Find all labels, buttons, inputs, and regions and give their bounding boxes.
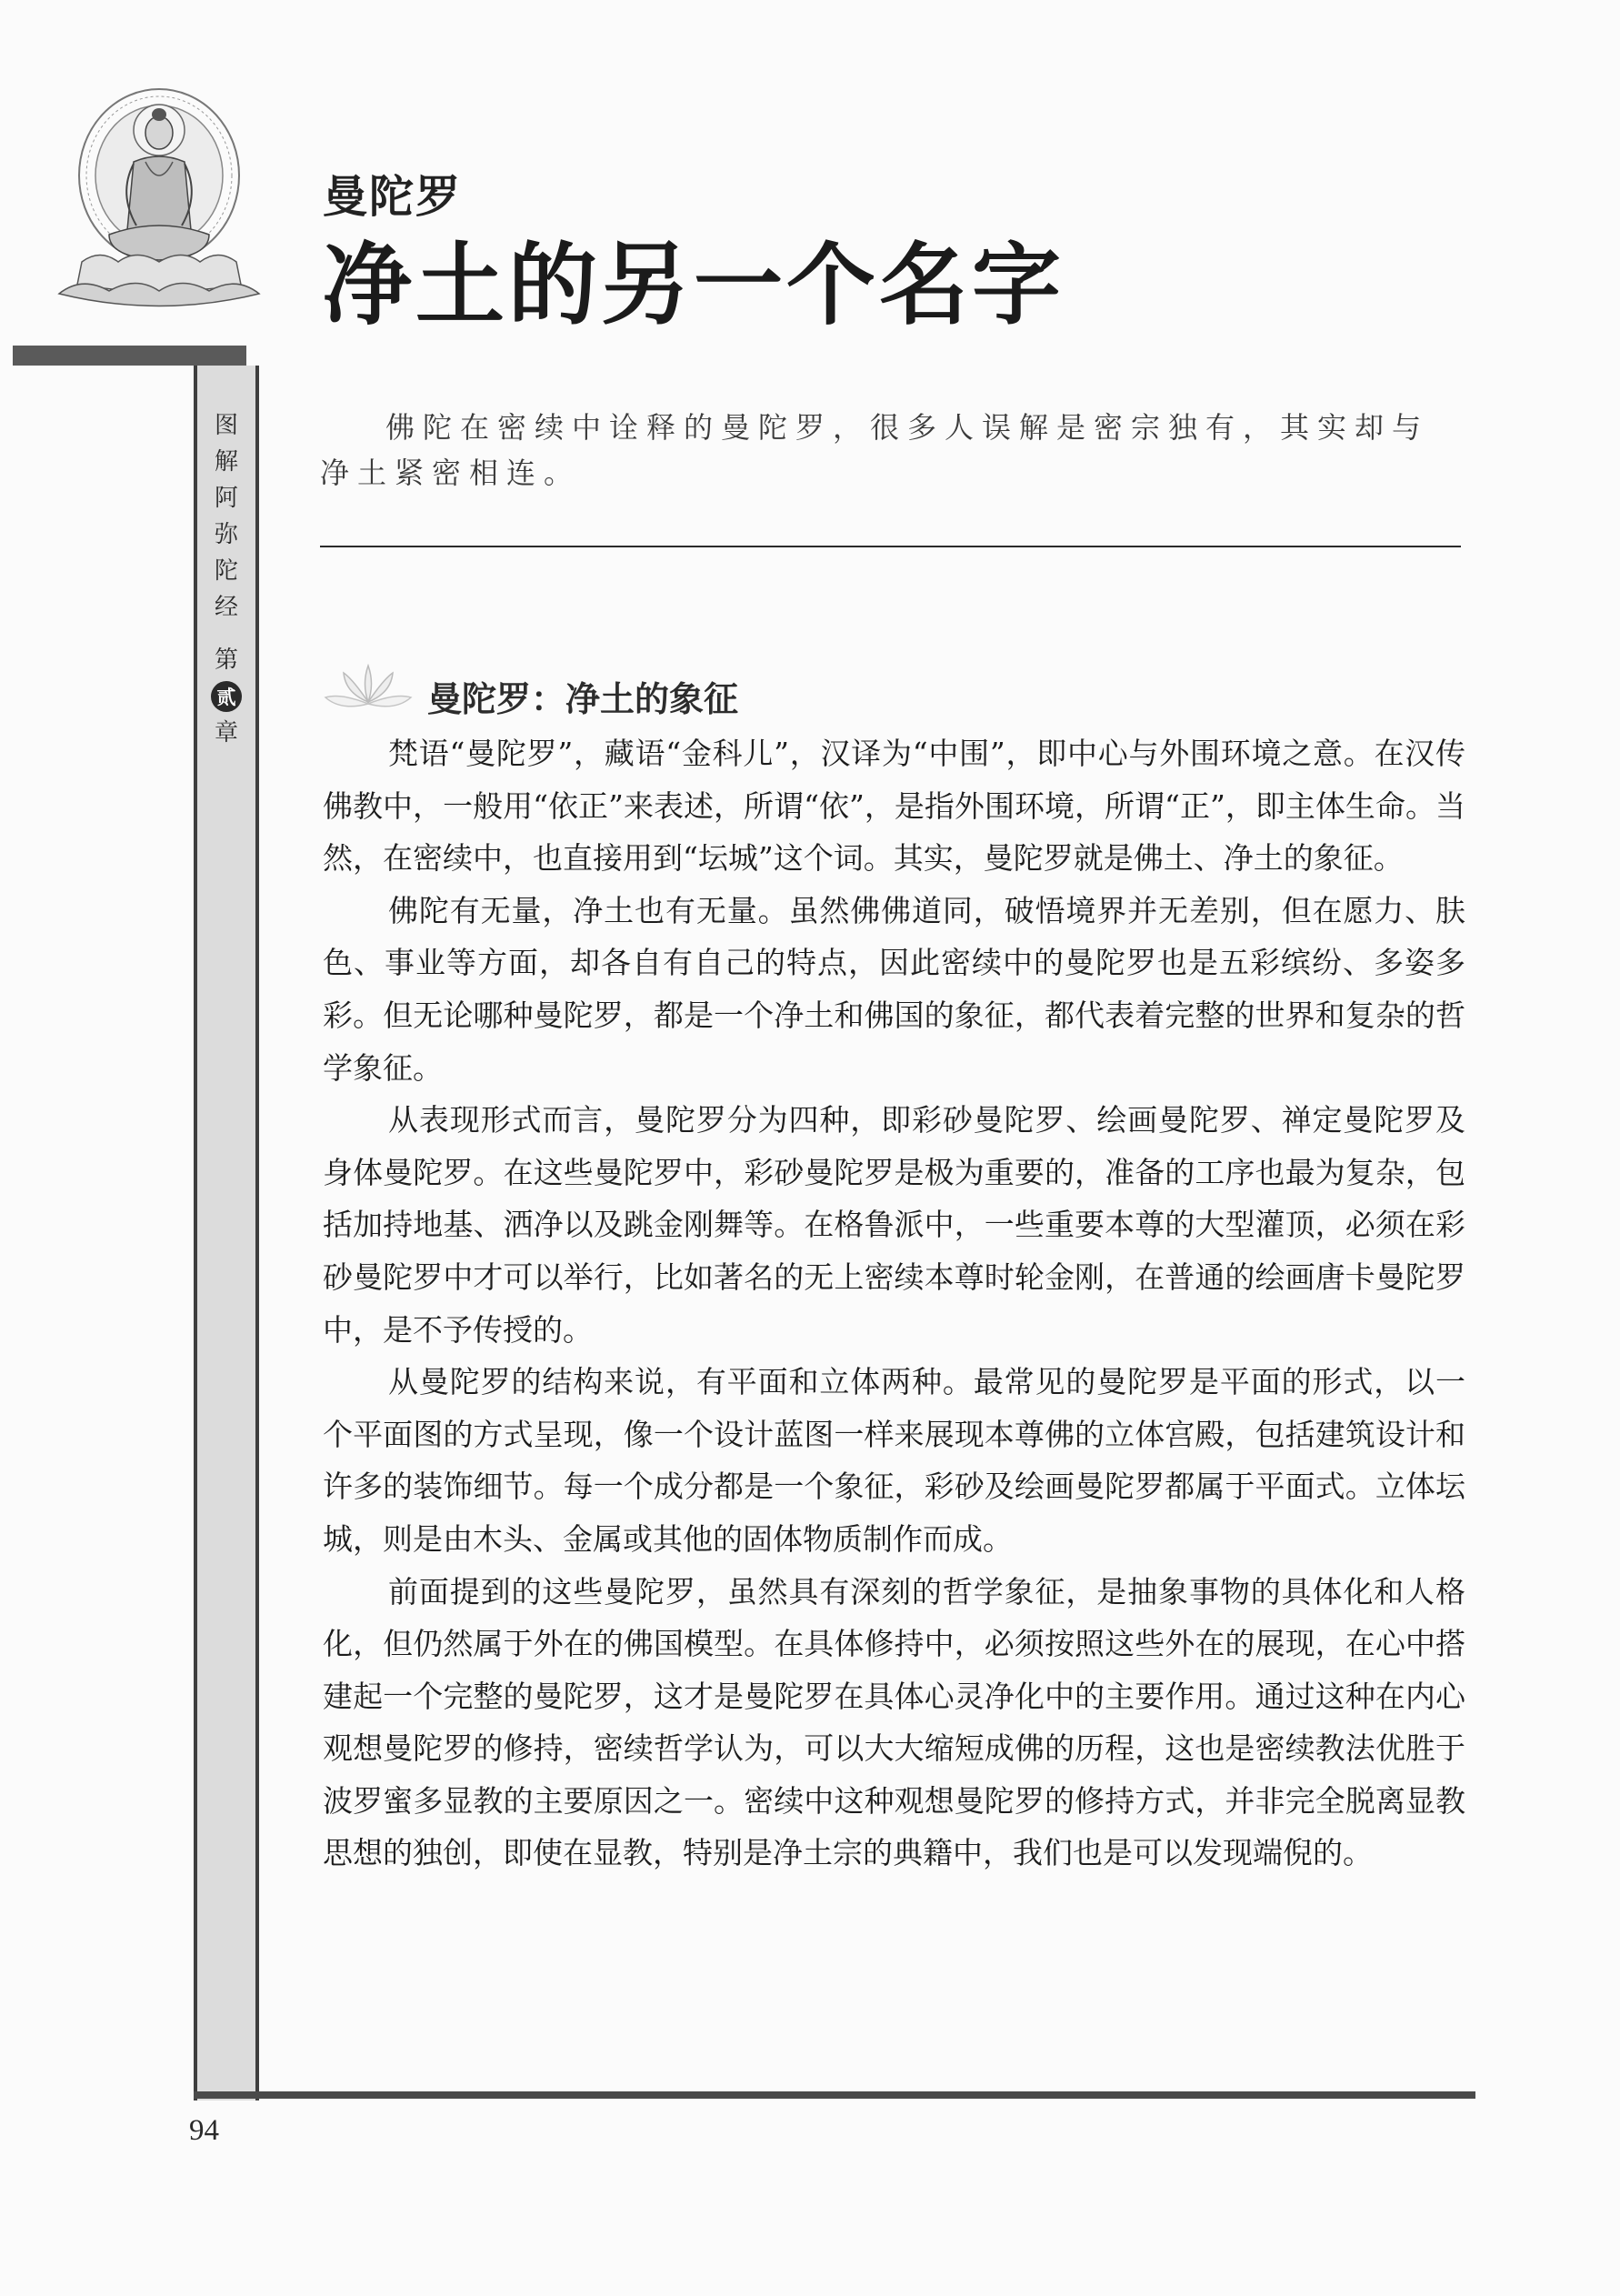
book-title-char: 解 — [214, 448, 238, 476]
chapter-number-badge: 贰 — [211, 681, 242, 712]
intro-text: 佛陀在密续中诠释的曼陀罗，很多人误解是密宗独有，其实却与净土紧密相连。 — [320, 410, 1430, 490]
book-title-char: 图 — [214, 412, 238, 439]
paragraph: 梵语“曼陀罗”，藏语“金科儿”，汉译为“中围”，即中心与外围环境之意。在汉传佛教中，一般用“依正”来表述，所谓“依”，是指外围环境，所谓“正”，即主体生命。当然，在密续中，也直接用到“坛城”这个词。其实，曼陀罗就是佛土、净土的象征。 — [323, 736, 1465, 877]
paragraph: 佛陀有无量，净土也有无量。虽然佛佛道同，破悟境界并无差别，但在愿力、肤色、事业等方面，却各自有自己的特点，因此密续中的曼陀罗也是五彩缤纷、多姿多彩。但无论哪种曼陀罗，都是一个净土和佛国的象征，都代表着完整的世界和复杂的哲学象征。 — [323, 892, 1465, 1086]
sidebar-text — [197, 407, 255, 751]
page-title: 净土的另一个名字 — [323, 233, 1065, 337]
book-title-char: 阿 — [214, 485, 238, 512]
book-title-char: 弥 — [214, 521, 238, 548]
paragraph: 从曼陀罗的结构来说，有平面和立体两种。最常见的曼陀罗是平面的形式，以一个平面图的方式呈现，像一个设计蓝图一样来展现本尊佛的立体宫殿，包括建筑设计和许多的装饰细节。每一个成分都是一个象征，彩砂及绘画曼陀罗都属于平面式。立体坛城，则是由木头、金属或其他的固体物质制作而成。 — [323, 1364, 1465, 1557]
footer-rule — [194, 2091, 1475, 2099]
book-title-char: 经 — [214, 594, 238, 621]
lotus-icon — [318, 657, 418, 720]
intro-divider — [320, 546, 1461, 547]
buddha-illustration — [45, 80, 273, 330]
page-number: 94 — [189, 2114, 219, 2147]
paragraph: 从表现形式而言，曼陀罗分为四种，即彩砂曼陀罗、绘画曼陀罗、禅定曼陀罗及身体曼陀罗。在这些曼陀罗中，彩砂曼陀罗是极为重要的，准备的工序也最为复杂，包括加持地基、洒净以及跳金刚舞等。在格鲁派中，一些重要本尊的大型灌顶，必须在彩砂曼陀罗中才可以举行，比如著名的无上密续本尊时轮金刚，在普通的绘画唐卡曼陀罗中，是不予传授的。 — [323, 1102, 1465, 1348]
book-title-char: 陀 — [214, 557, 238, 585]
section-heading: 曼陀罗：净土的象征 — [427, 679, 739, 719]
body-text — [323, 727, 1465, 1880]
chapter-suffix: 章 — [214, 719, 238, 747]
top-band — [13, 346, 246, 366]
page-subtitle: 曼陀罗 — [323, 171, 463, 223]
chapter-prefix: 第 — [214, 647, 238, 674]
chapter-sidebar — [194, 366, 259, 2100]
paragraph: 前面提到的这些曼陀罗，虽然具有深刻的哲学象征，是抽象事物的具体化和人格化，但仍然属于外在的佛国模型。在具体修持中，必须按照这些外在的展现，在心中搭建起一个完整的曼陀罗，这才是曼陀罗在具体心灵净化中的主要作用。通过这种在内心观想曼陀罗的修持，密续哲学认为，可以大大缩短成佛的历程，这也是密续教法优胜于波罗蜜多显教的主要原因之一。密续中这种观想曼陀罗的修持方式，并非完全脱离显教思想的独创，即使在显教，特别是净土宗的典籍中，我们也是可以发现端倪的。 — [323, 1573, 1465, 1871]
